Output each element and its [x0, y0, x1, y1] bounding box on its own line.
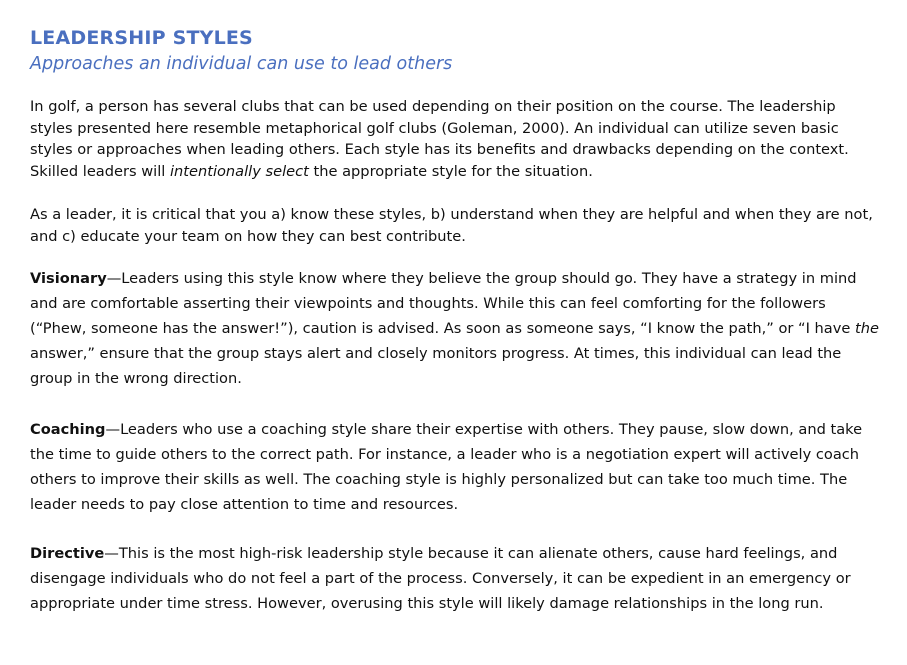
style-dash: — — [104, 544, 119, 562]
intro-emphasis: intentionally select — [169, 163, 309, 181]
style-text-coaching: Leaders who use a coaching style share their expertise with others. They pause, slow down, and take the time to guide others to the correct path. For instance, a leader who is a negotiation expert will actively coach others to improve their skills as well. The coaching style is highly personalized but can take too much time. The leader needs to pay close attention to time and resources. — [30, 420, 863, 513]
style-dash: — — [106, 269, 122, 287]
style-dash: — — [105, 420, 121, 438]
intro-paragraph — [30, 96, 882, 183]
style-text-visionary-part-1: Leaders using this style know where they believe the group should go. They have a strategy in mind and are comfortable asserting their viewpoints and thoughts. While this can feel comforting for the followers (“Phew, someone has the answer!”), caution is advised. As soon as someone says, “I know the path,” or “I have — [30, 269, 857, 337]
style-paragraph-coaching — [30, 417, 882, 517]
style-term-coaching: Coaching — [30, 420, 106, 438]
style-paragraph-directive — [30, 541, 882, 616]
page-subtitle: Approaches an individual can use to lead others — [30, 54, 453, 74]
style-paragraph-visionary — [30, 266, 882, 391]
style-text-directive: This is the most high-risk leadership style because it can alienate others, cause hard feelings, and disengage individuals who do not feel a part of the process. Conversely, it can be expedient in an emergency or appropriate under time stress. However, overusing this style will likely damage relationships in the long run. — [30, 544, 851, 612]
page-title: LEADERSHIP STYLES — [30, 27, 253, 49]
style-term-directive: Directive — [30, 544, 105, 562]
intro-text-part-1: In golf, a person has several clubs that can be used depending on their position on the course. The leadership styles presented here resemble metaphorical golf clubs (Goleman, 2000). An individual can utilize seven basic styles or approaches when leading others. Each style has its benefits and drawbacks depending on the context. Skilled leaders will — [30, 98, 849, 181]
style-term-visionary: Visionary — [30, 269, 107, 287]
style-text-visionary-part-2: answer,” ensure that the group stays alert and closely monitors progress. At times, this individual can lead the group in the wrong direction. — [30, 344, 842, 387]
style-emphasis-visionary: the — [855, 319, 879, 337]
document-page — [30, 26, 882, 616]
intro-paragraph-2: As a leader, it is critical that you a) know these styles, b) understand when they are helpful and when they are not, and c) educate your team on how they can best contribute. — [30, 205, 873, 245]
intro-text-part-2: the appropriate style for the situation. — [308, 163, 593, 181]
